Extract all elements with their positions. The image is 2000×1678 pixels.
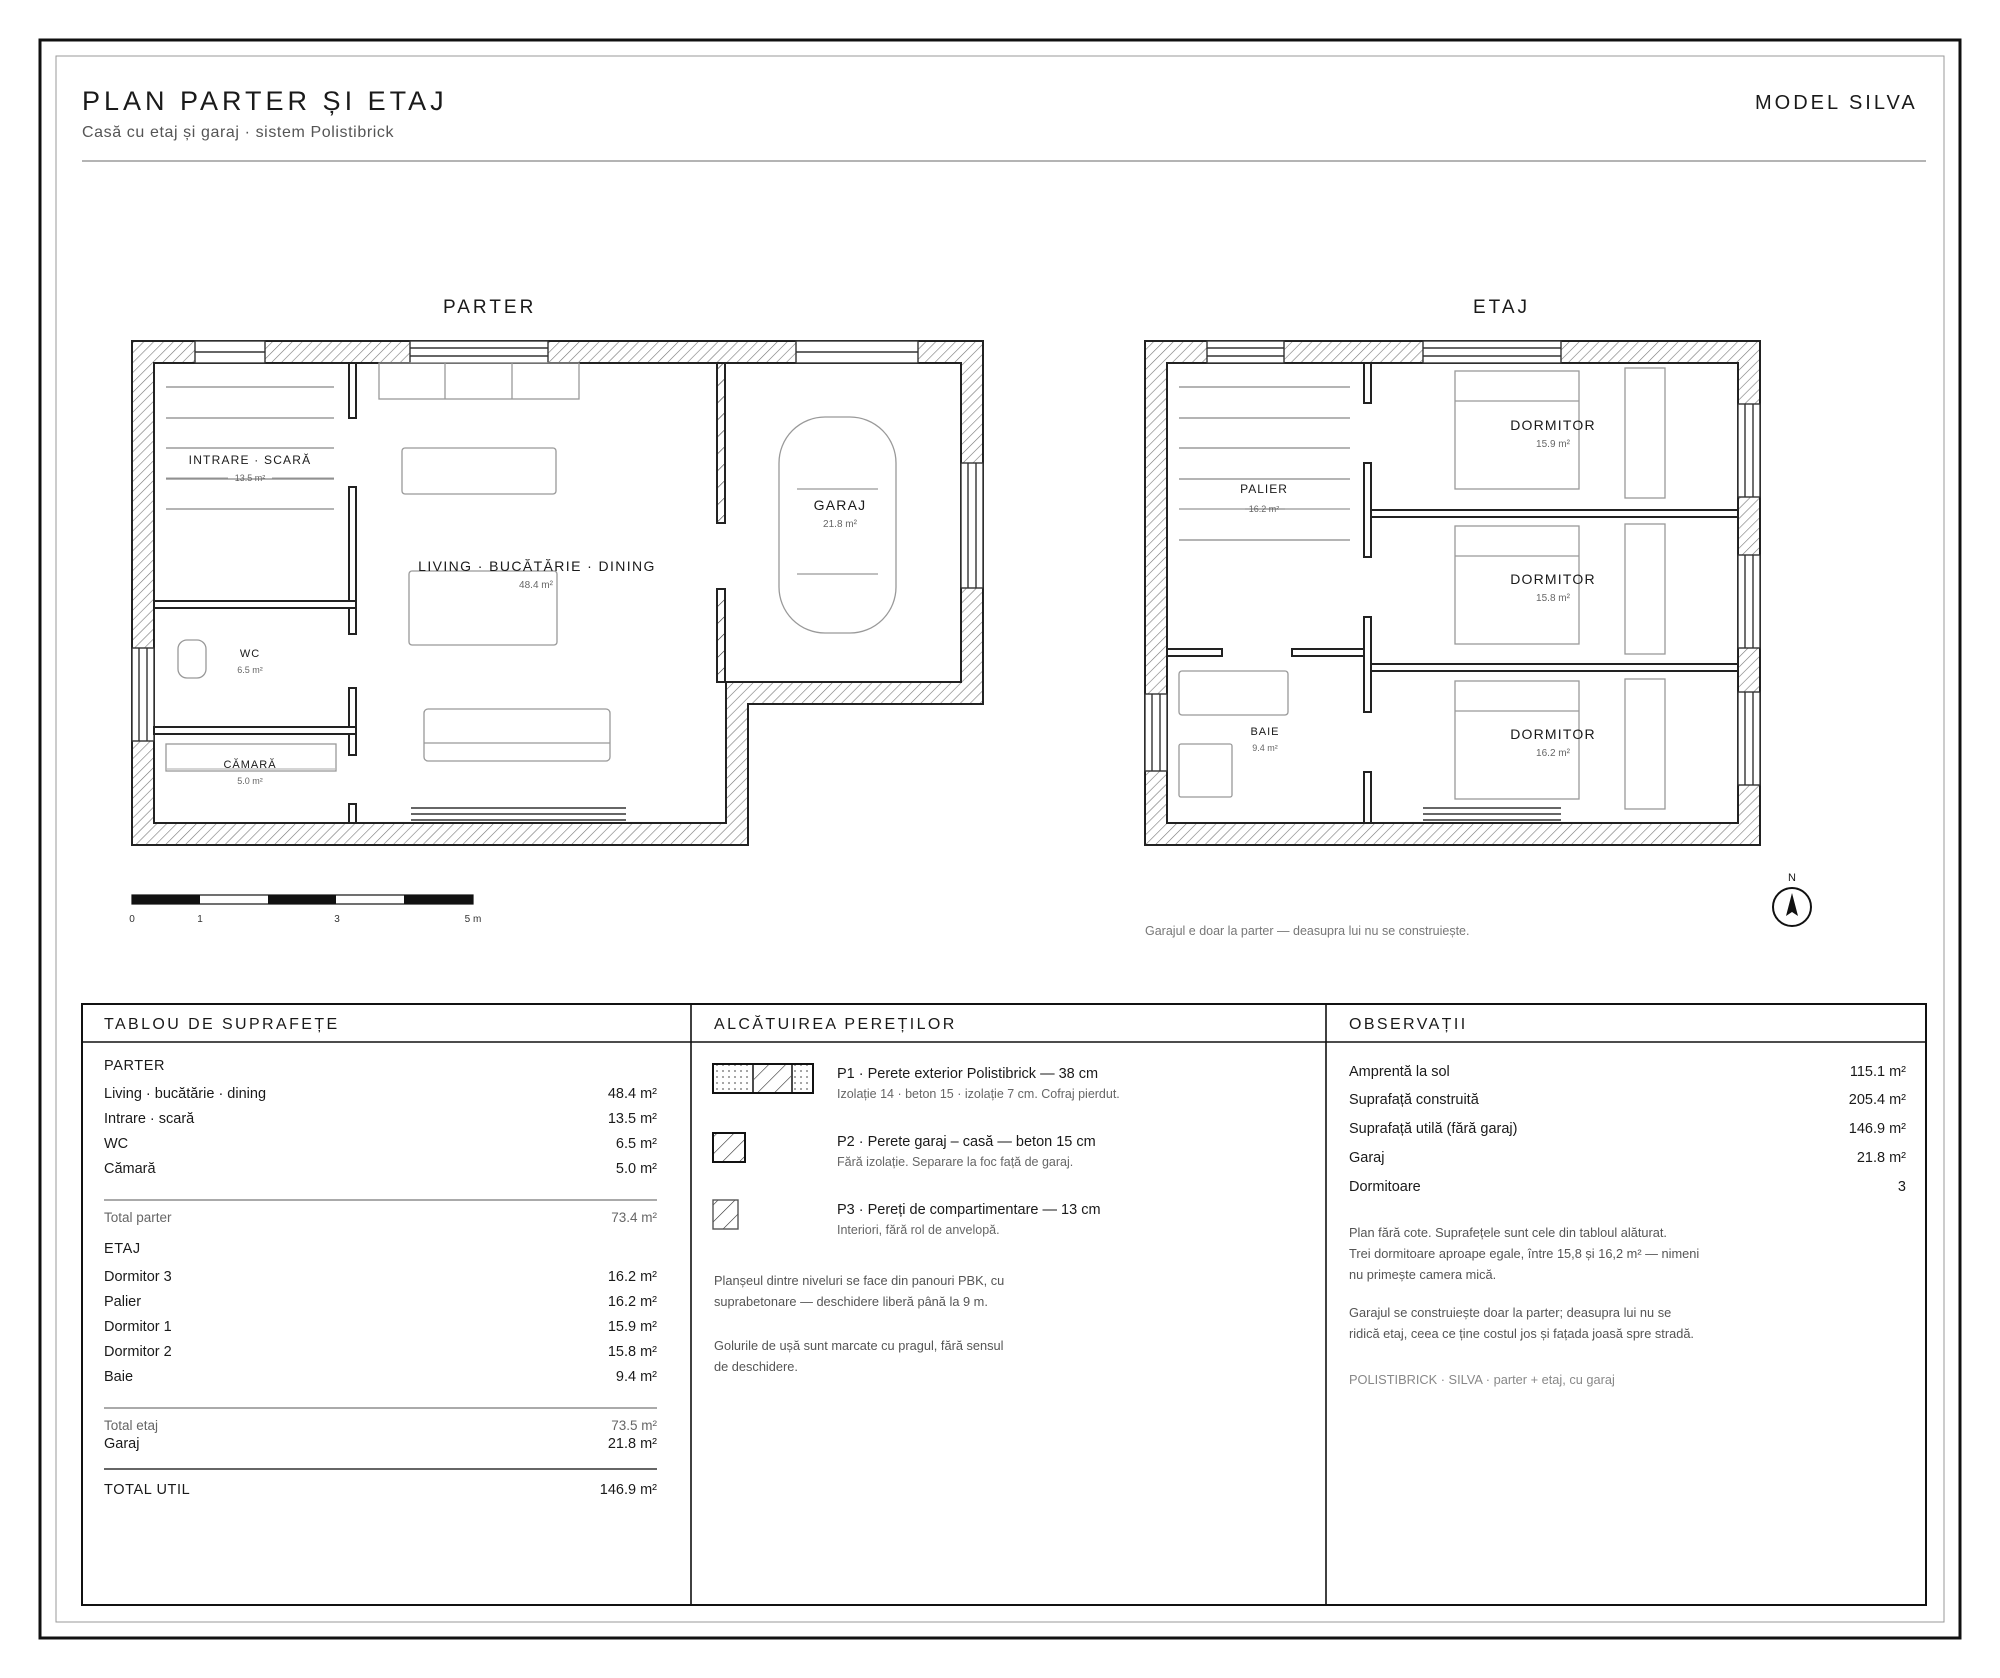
surface-row-value: 9.4 m² <box>615 1369 657 1385</box>
surface-row-value: 48.4 m² <box>607 1086 657 1102</box>
surface-row-value: 15.8 m² <box>607 1344 657 1360</box>
room-area-dormitor-2: 15.8 m² <box>1536 593 1570 604</box>
total-etaj-label: Total etaj <box>104 1418 159 1433</box>
room-area-wc: 6.5 m² <box>237 665 263 675</box>
etaj-plan-title: ETAJ <box>1473 297 1531 318</box>
observations-paragraph-1 <box>1349 1222 1699 1285</box>
wall-item-desc: Interiori, fără rol de anvelopă. <box>837 1223 1000 1237</box>
room-name-camara: CĂMARĂ <box>223 759 277 771</box>
parter-plan-title: PARTER <box>443 297 537 318</box>
surface-row-name: Cămară <box>104 1161 156 1177</box>
page-subtitle: Casă cu etaj și garaj · sistem Polistibrick <box>82 124 395 141</box>
total-util-label: TOTAL UTIL <box>104 1482 191 1498</box>
room-area-baie: 9.4 m² <box>1252 743 1278 753</box>
plans-note: Garajul e doar la parter — deasupra lui nu se construiește. <box>1145 924 1470 938</box>
observation-row-value: 146.9 m² <box>1848 1121 1906 1137</box>
surface-row-name: Dormitor 2 <box>104 1344 172 1360</box>
observation-row-value: 21.8 m² <box>1856 1150 1906 1166</box>
observation-row-name: Garaj <box>1349 1150 1385 1166</box>
total-parter-value: 73.4 m² <box>611 1210 657 1225</box>
wall-item-desc: Fără izolație. Separare la foc față de garaj. <box>837 1155 1074 1169</box>
wall-item-title: P2 · Perete garaj – casă — beton 15 cm <box>837 1134 1096 1150</box>
room-area-dormitor-1: 15.9 m² <box>1536 439 1570 450</box>
surfaces-title: TABLOU DE SUPRAFEȚE <box>104 1016 340 1033</box>
scale-tick-1: 1 <box>197 914 203 925</box>
surface-row-name: Palier <box>104 1294 142 1310</box>
surface-row-name: Dormitor 1 <box>104 1319 172 1335</box>
observations-title: OBSERVAȚII <box>1349 1016 1468 1033</box>
observations-footer: POLISTIBRICK · SILVA · parter + etaj, cu garaj <box>1349 1372 1615 1387</box>
surfaces-parter-label: PARTER <box>104 1058 166 1074</box>
walls-paragraph-2 <box>714 1335 1004 1377</box>
room-area-intrare: 13.5 m² <box>234 473 266 483</box>
room-name-palier: PALIER <box>1240 482 1288 496</box>
surface-row-name: Intrare · scară <box>104 1111 195 1127</box>
wall-item-title: P1 · Perete exterior Polistibrick — 38 cm <box>837 1066 1099 1082</box>
surface-row-value: 13.5 m² <box>607 1111 657 1127</box>
room-name-garaj: GARAJ <box>813 497 867 513</box>
garaj-label: Garaj <box>104 1436 140 1452</box>
surface-row-value: 16.2 m² <box>607 1269 657 1285</box>
wall-item-desc: Izolație 14 · beton 15 · izolație 7 cm. Cofraj pierdut. <box>837 1087 1120 1101</box>
garaj-value: 21.8 m² <box>607 1436 657 1452</box>
model-label: MODEL SILVA <box>1755 92 1918 114</box>
observation-row-value: 3 <box>1897 1179 1906 1195</box>
surface-row-value: 6.5 m² <box>615 1136 657 1152</box>
walls-title: ALCĂTUIREA PEREȚILOR <box>714 1016 957 1033</box>
room-area-garaj: 21.8 m² <box>823 519 857 530</box>
walls-paragraph-1 <box>714 1270 1004 1312</box>
room-area-palier: 16.2 m² <box>1248 504 1280 514</box>
paragraph-line: de deschidere. <box>714 1359 798 1374</box>
observation-row-value: 205.4 m² <box>1848 1092 1906 1108</box>
scale-tick-3: 3 <box>334 914 340 925</box>
observation-row-name: Dormitoare <box>1349 1179 1421 1195</box>
surface-row-value: 16.2 m² <box>607 1294 657 1310</box>
surface-row-name: Dormitor 3 <box>104 1269 172 1285</box>
observation-row-name: Suprafață construită <box>1349 1092 1479 1108</box>
room-name-wc: WC <box>239 648 261 660</box>
scale-tick-5: 5 m <box>464 914 482 925</box>
observations-paragraph-2 <box>1349 1302 1694 1344</box>
room-area-living: 48.4 m² <box>519 580 553 591</box>
paragraph-line: suprabetonare — deschidere liberă până la 9 m. <box>714 1294 988 1309</box>
paragraph-line: Planșeul dintre niveluri se face din panouri PBK, cu <box>714 1273 1005 1288</box>
paragraph-line: Trei dormitoare aproape egale, între 15,8 și 16,2 m² — nimeni <box>1349 1246 1700 1261</box>
page-title: PLAN PARTER ȘI ETAJ <box>82 86 448 116</box>
room-name-dormitor-2: DORMITOR <box>1510 571 1596 587</box>
room-area-dormitor-3: 16.2 m² <box>1536 748 1570 759</box>
room-name-dormitor-3: DORMITOR <box>1510 726 1596 742</box>
wall-item-title: P3 · Pereți de compartimentare — 13 cm <box>837 1202 1101 1218</box>
paragraph-line: nu primește camera mică. <box>1349 1267 1497 1282</box>
surface-row-name: Baie <box>104 1369 134 1385</box>
scale-tick-0: 0 <box>129 914 135 925</box>
surface-row-name: WC <box>104 1136 129 1152</box>
observation-row-name: Suprafață utilă (fără garaj) <box>1349 1121 1518 1137</box>
surface-row-value: 5.0 m² <box>615 1161 657 1177</box>
room-name-baie: BAIE <box>1250 726 1280 738</box>
room-area-camara: 5.0 m² <box>237 776 263 786</box>
room-name-intrare: INTRARE · SCARĂ <box>188 453 312 467</box>
paragraph-line: Golurile de ușă sunt marcate cu pragul, fără sensul <box>714 1338 1004 1353</box>
room-name-living: LIVING · BUCĂTĂRIE · DINING <box>418 558 656 574</box>
observation-row-name: Amprentă la sol <box>1349 1064 1450 1080</box>
paragraph-line: ridică etaj, ceea ce ține costul jos și fațada joasă spre stradă. <box>1349 1326 1694 1341</box>
observation-row-value: 115.1 m² <box>1849 1064 1906 1080</box>
surface-row-name: Living · bucătărie · dining <box>104 1086 267 1102</box>
paragraph-line: Garajul se construiește doar la parter; deasupra lui nu se <box>1349 1305 1672 1320</box>
north-label: N <box>1788 872 1796 884</box>
surfaces-etaj-label: ETAJ <box>104 1241 141 1257</box>
paragraph-line: Plan fără cote. Suprafețele sunt cele din tabloul alăturat. <box>1349 1225 1667 1240</box>
total-etaj-value: 73.5 m² <box>611 1418 657 1433</box>
room-name-dormitor-1: DORMITOR <box>1510 417 1596 433</box>
surface-row-value: 15.9 m² <box>607 1319 657 1335</box>
total-parter-label: Total parter <box>104 1210 172 1225</box>
total-util-value: 146.9 m² <box>599 1482 657 1498</box>
